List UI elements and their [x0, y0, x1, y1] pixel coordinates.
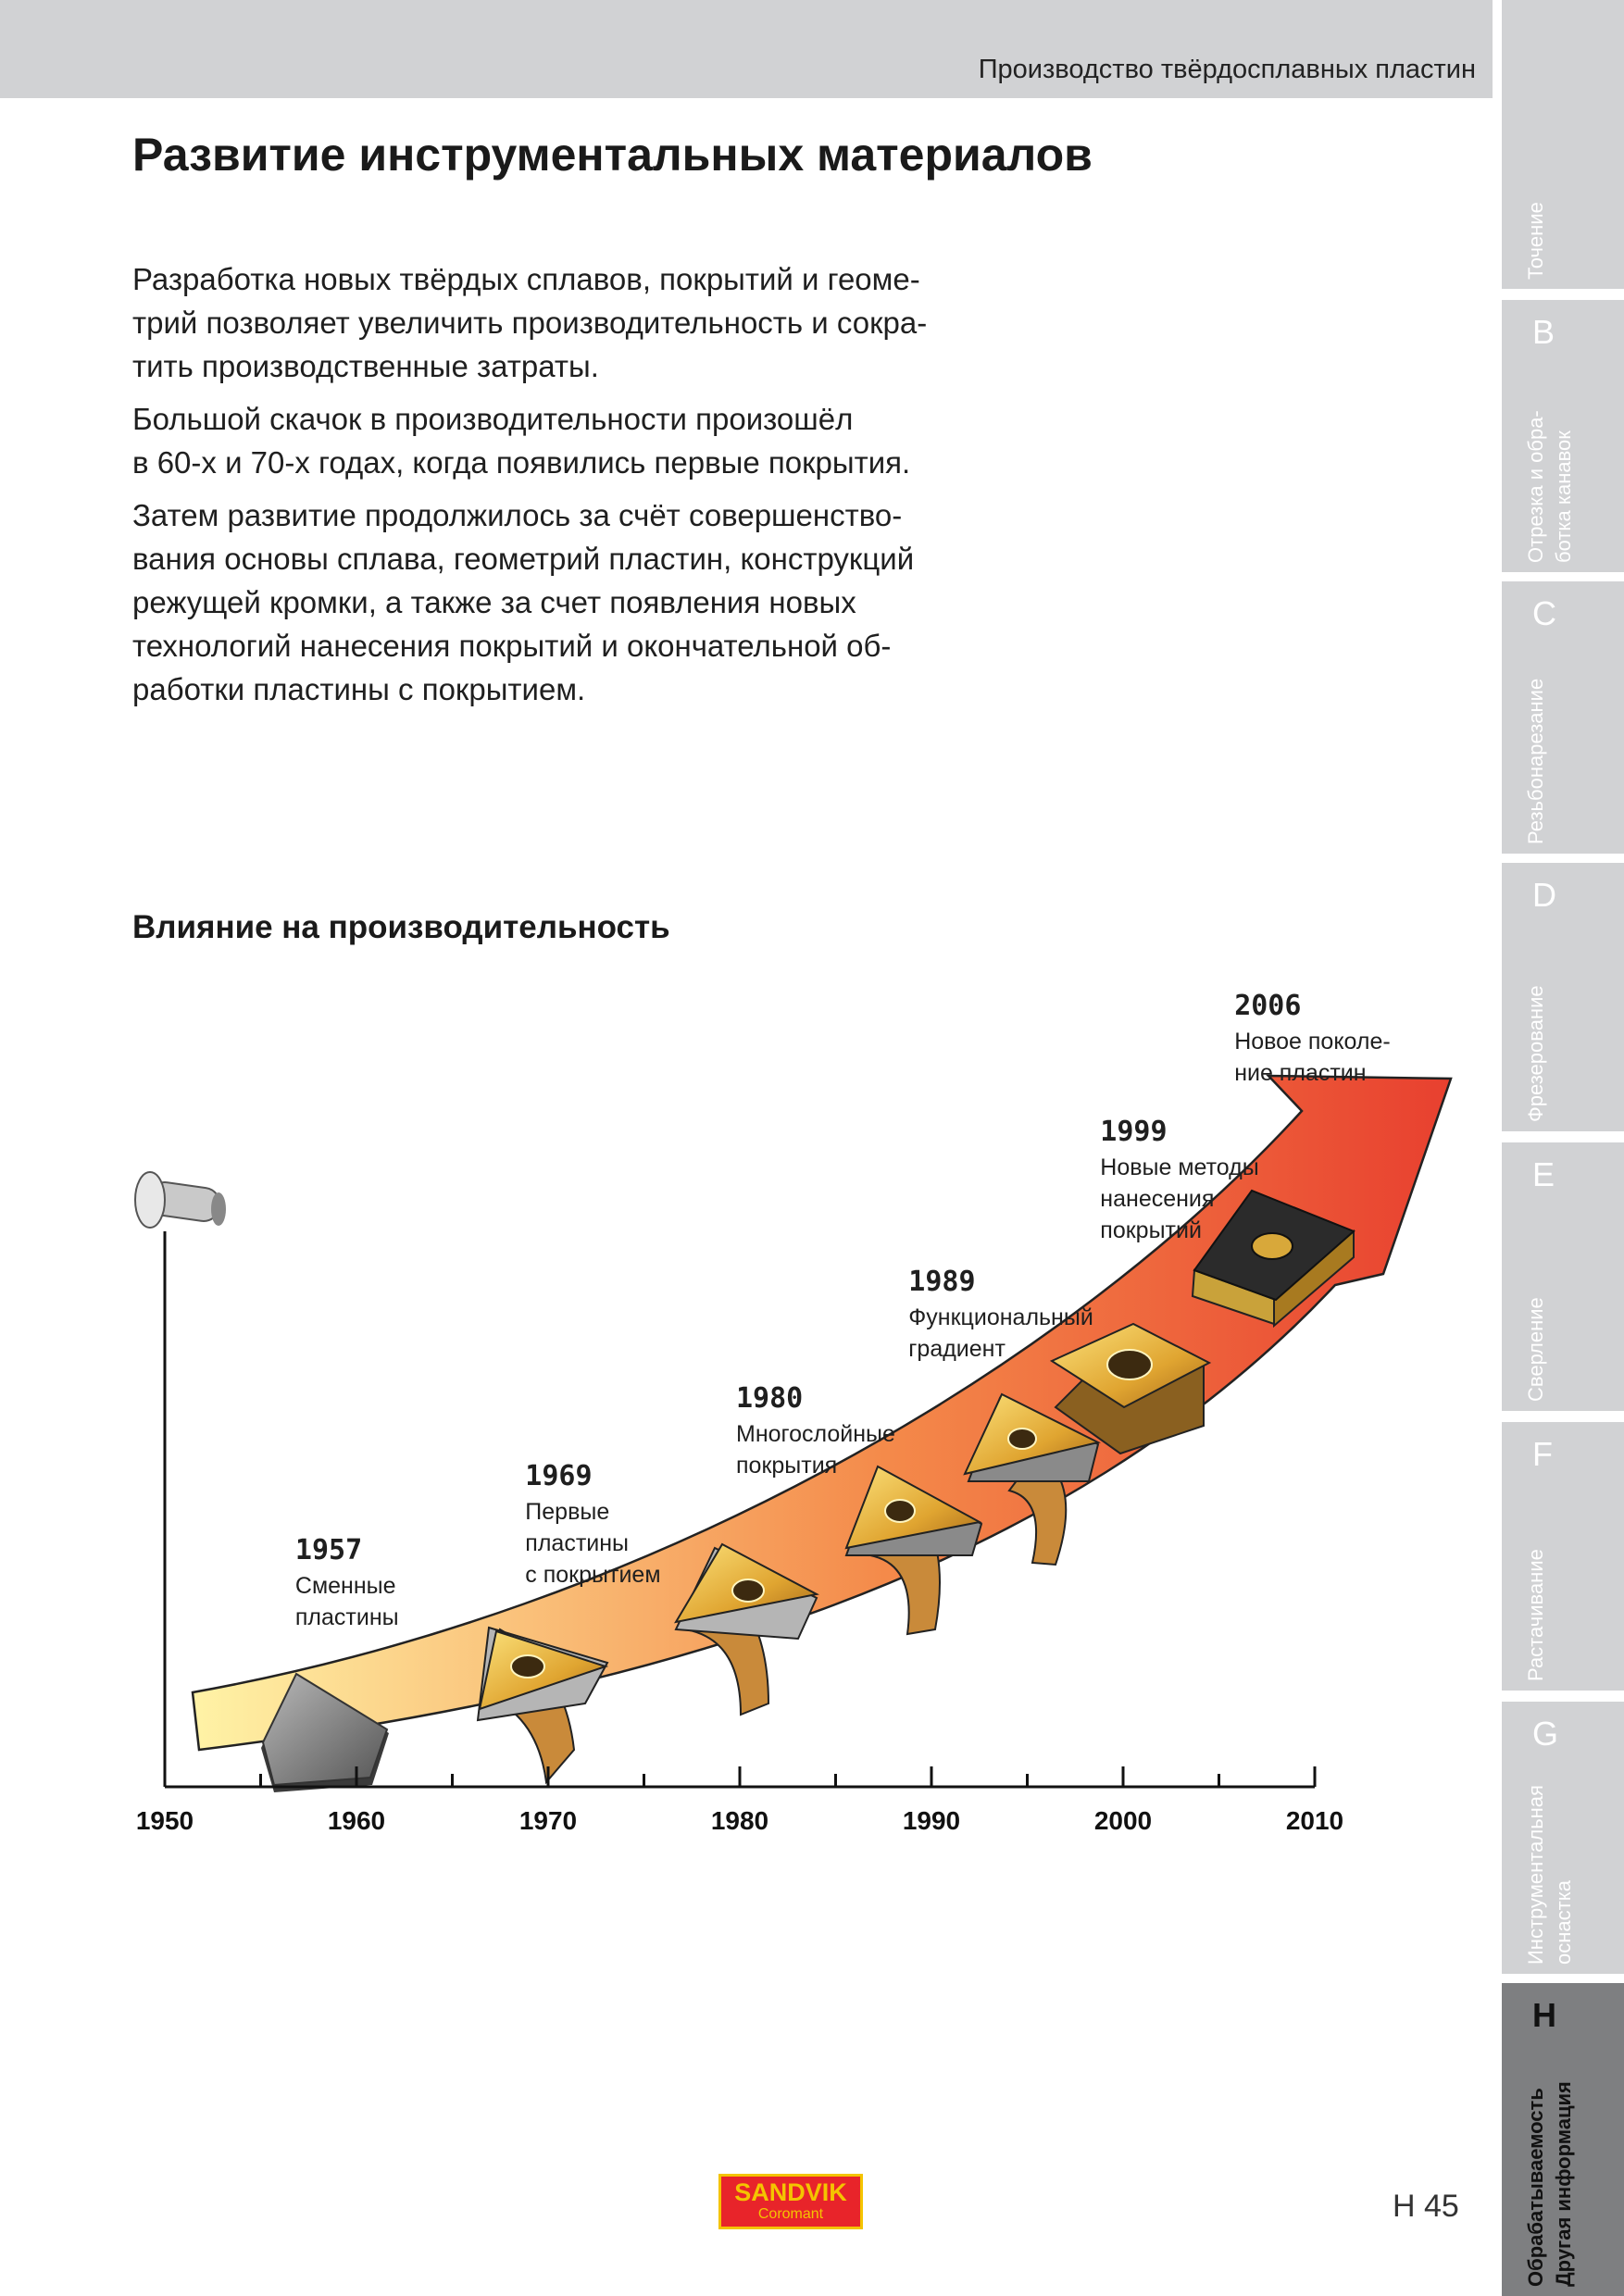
milestone-label: Новое поколе- ние пластин [1234, 1029, 1391, 1086]
milestone-label: Новые методы нанесения покрытий [1100, 1154, 1259, 1243]
milestone-1989 [908, 1267, 1093, 1365]
tab-label: Отрезка и обра- ботка канавок [1524, 410, 1575, 563]
milestone-1980 [736, 1383, 895, 1481]
intro-paragraph: Большой скачок в производительности произошёл в 60-х и 70-х годах, когда появились первые покрытия. [132, 402, 911, 480]
tab-label: Точение [1524, 202, 1547, 280]
tab-tool-holding[interactable] [1502, 1702, 1624, 1974]
header-title: Производство твёрдосплавных пластин [978, 55, 1476, 84]
tab-letter: E [1532, 1155, 1555, 1193]
milestone-2006 [1234, 991, 1391, 1089]
tab-letter: F [1532, 1435, 1553, 1473]
tab-milling[interactable] [1502, 863, 1624, 1131]
x-tick-label: 2010 [1285, 1806, 1344, 1835]
milestone-label: Первые пластины с покрытием [525, 1499, 661, 1588]
tab-parting-grooving[interactable] [1502, 300, 1624, 572]
x-tick-label: 2000 [1093, 1806, 1153, 1835]
sandvik-logo: SANDVIK Coromant [718, 2174, 863, 2229]
milestone-year: 1989 [908, 1266, 976, 1298]
page-number: H 45 [1393, 2189, 1459, 2224]
tab-label: Резьбонарезание [1524, 678, 1547, 844]
tab-letter: D [1532, 876, 1556, 914]
tab-letter: C [1532, 594, 1556, 632]
roller-icon [135, 1172, 226, 1228]
x-tick-label: 1990 [902, 1806, 961, 1835]
milestone-label: Функциональный градиент [908, 1304, 1093, 1362]
tab-machinability[interactable] [1502, 1983, 1624, 2296]
tab-letter: B [1532, 313, 1555, 351]
x-tick-label: 1980 [710, 1806, 769, 1835]
tab-threading[interactable] [1502, 581, 1624, 854]
milestone-1969 [525, 1461, 660, 1591]
milestone-label: Многослойные покрытия [736, 1421, 895, 1479]
tab-label: Фрезерование [1524, 985, 1547, 1122]
milestone-1999 [1100, 1117, 1258, 1246]
x-tick-label: 1960 [327, 1806, 386, 1835]
x-tick-label: 1970 [518, 1806, 578, 1835]
tab-label: Инструментальная оснастка [1524, 1785, 1575, 1965]
milestone-label: Сменные пластины [294, 1573, 399, 1630]
milestone-year: 1957 [294, 1534, 363, 1566]
tab-label: Сверление [1524, 1297, 1547, 1402]
tab-turning[interactable] [1502, 0, 1624, 289]
tab-label: Растачивание [1524, 1549, 1547, 1681]
intro-paragraph: Разработка новых твёрдых сплавов, покрытий и геоме- трий позволяет увеличить производительность и сокра- тить производственные затраты. [132, 262, 928, 383]
milestone-year: 1999 [1100, 1116, 1168, 1148]
page-title: Развитие инструментальных материалов [132, 129, 1093, 181]
tab-letter: G [1532, 1715, 1559, 1753]
x-tick-label: 1950 [135, 1806, 194, 1835]
milestone-year: 1969 [525, 1460, 593, 1492]
milestone-1957 [295, 1535, 399, 1633]
tab-drilling[interactable] [1502, 1142, 1624, 1411]
tab-letter: H [1532, 1996, 1556, 2034]
tab-boring[interactable] [1502, 1422, 1624, 1691]
section-tabs [1502, 0, 1624, 2296]
milestone-year: 2006 [1234, 990, 1302, 1022]
milestone-year: 1980 [736, 1382, 804, 1415]
tab-label: Обрабатываемость Другая информация [1524, 2081, 1575, 2287]
section-title: Влияние на производительность [132, 909, 670, 945]
intro-paragraph: Затем развитие продолжилось за счёт совершенство- вания основы сплава, геометрий пластин, конструкций режущей кромки, а также за счет появления новых технологий нанесения покрытий и окончательной об- работки пластины с покрытием. [132, 498, 915, 706]
